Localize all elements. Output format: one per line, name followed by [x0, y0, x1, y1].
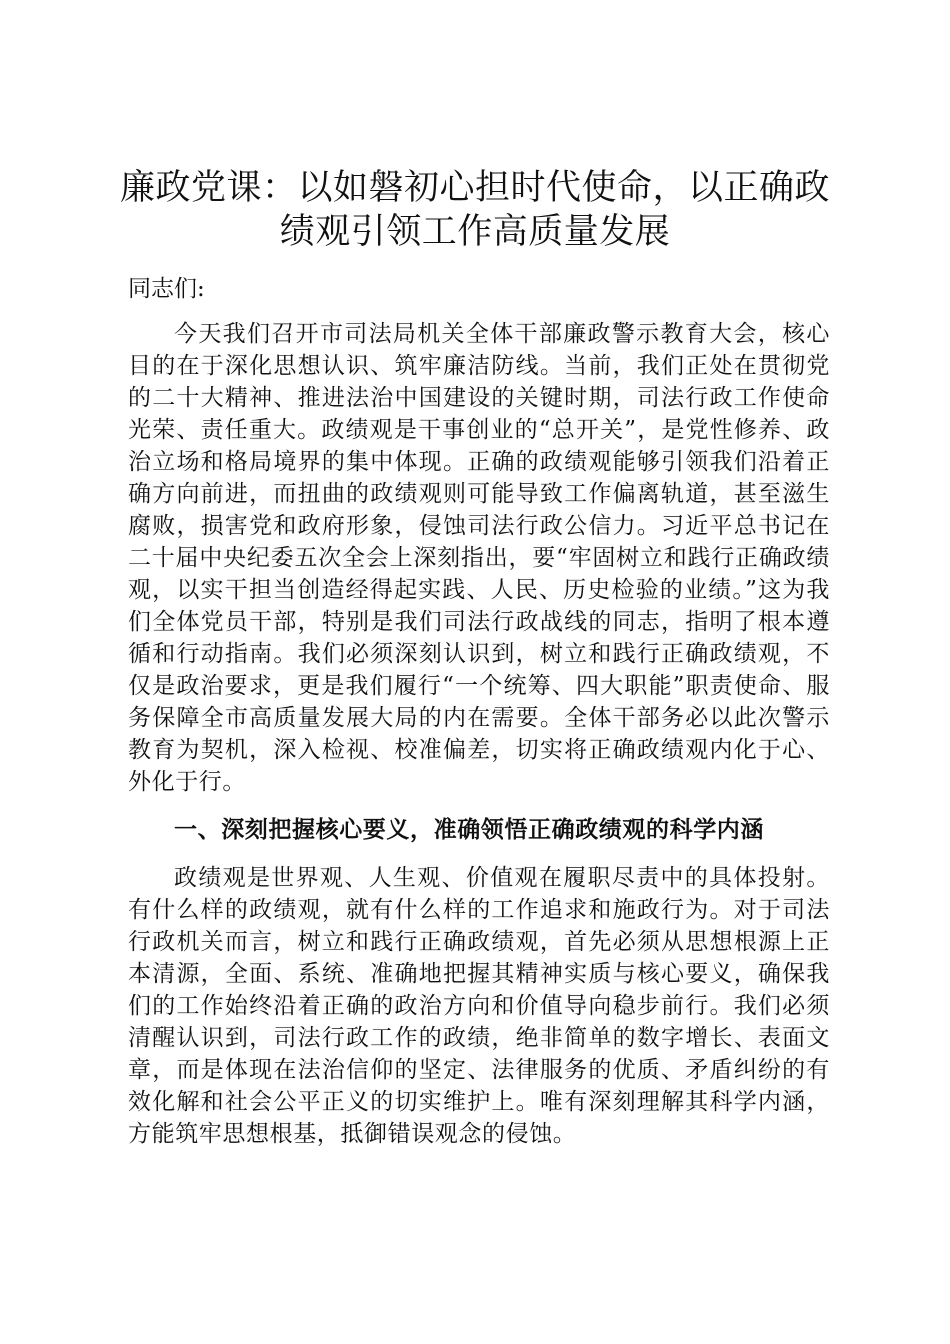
title-line-2: 绩观引领工作高质量发展: [279, 212, 671, 252]
section-heading-1: 一、深刻把握核心要义，准确领悟正确政绩观的科学内涵: [174, 816, 764, 843]
salutation: 同志们:: [128, 276, 205, 302]
title-line-1: 廉政党课：以如磐初心担时代使命，以正确政: [119, 168, 830, 208]
body-paragraph-2: 政绩观是世界观、人生观、价值观在履职尽责中的具体投射。有什么样的政绩观，就有什么样的工作追求和施政行为。对于司法行政机关而言，树立和践行正确政绩观，首先必须从思想根源上正本清源，全面、系统、准确地把握其精神实质与核心要义，确保我们的工作始终沿着正确的政治方向和价值导向稳步前行。我们必须清醒认识到，司法行政工作的政绩，绝非简单的数字增长、表面文章，而是体现在法治信仰的坚定、法律服务的优质、矛盾纠纷的有效化解和社会公平正义的切实维护上。唯有深刻理解其科学内涵，方能筑牢思想根基，抵御错误观念的侵蚀。: [128, 865, 830, 1147]
document-title: [110, 166, 840, 254]
body-paragraph-1: 今天我们召开市司法局机关全体干部廉政警示教育大会，核心目的在于深化思想认识、筑牢廉洁防线。当前，我们正处在贯彻党的二十大精神、推进法治中国建设的关键时期，司法行政工作使命光荣、责任重大。政绩观是干事创业的“总开关”，是党性修养、政治立场和格局境界的集中体现。正确的政绩观能够引领我们沿着正确方向前进，而扭曲的政绩观则可能导致工作偏离轨道，甚至滋生腐败，损害党和政府形象，侵蚀司法行政公信力。习近平总书记在二十届中央纪委五次全会上深刻指出，要“牢固树立和践行正确政绩观，以实干担当创造经得起实践、人民、历史检验的业绩。”这为我们全体党员干部，特别是我们司法行政战线的同志，指明了根本遵循和行动指南。我们必须深刻认识到，树立和践行正确政绩观，不仅是政治要求，更是我们履行“一个统筹、四大职能”职责使命、服务保障全市高质量发展大局的内在需要。全体干部务必以此次警示教育为契机，深入检视、校准偏差，切实将正确政绩观内化于心、外化于行。: [128, 321, 830, 795]
